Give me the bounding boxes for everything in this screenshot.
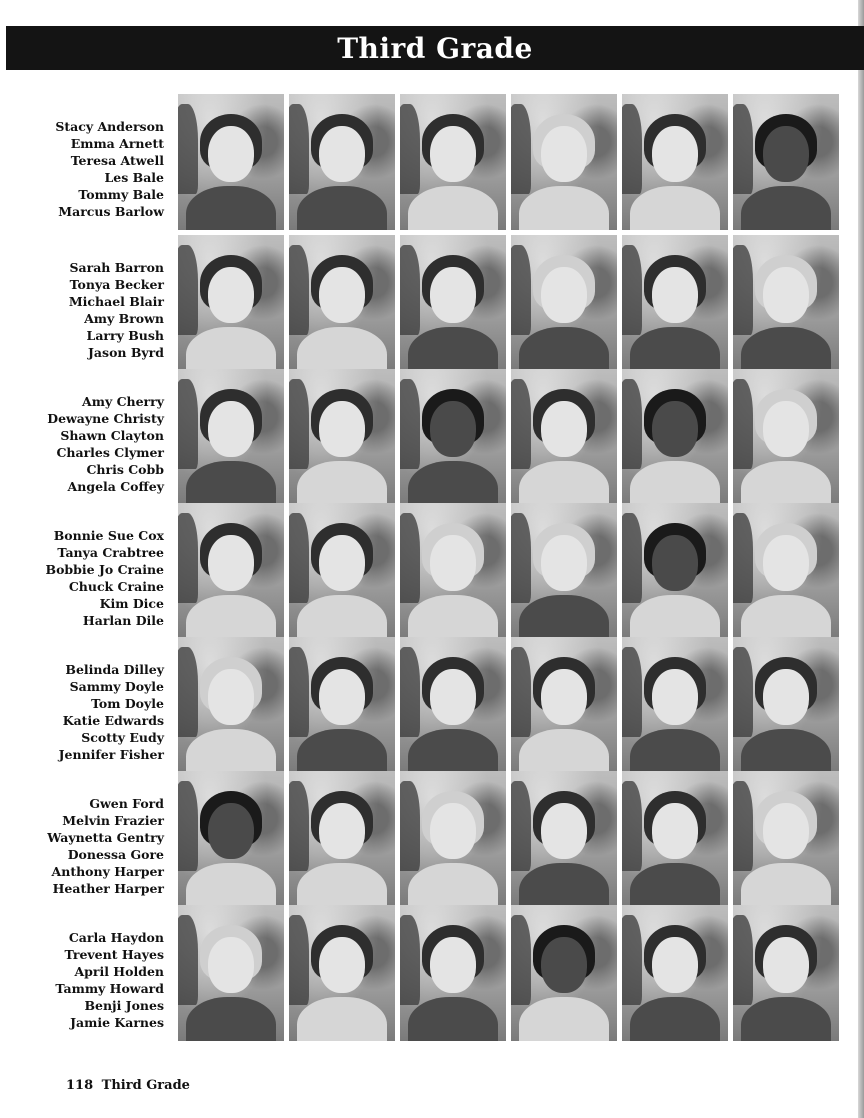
- student-portrait: [622, 771, 728, 907]
- student-portrait: [400, 503, 506, 639]
- student-name: Waynetta Gentry: [47, 830, 164, 845]
- student-name: Donessa Gore: [67, 847, 164, 862]
- student-portrait: [733, 637, 839, 773]
- class-row: [0, 503, 864, 643]
- student-portrait: [178, 235, 284, 371]
- student-name: April Holden: [74, 964, 164, 979]
- student-portrait: [511, 503, 617, 639]
- student-name: Benji Jones: [84, 998, 164, 1013]
- student-name: Amy Brown: [84, 311, 164, 326]
- class-row: [0, 905, 864, 1045]
- student-portrait: [400, 637, 506, 773]
- student-portrait: [511, 905, 617, 1041]
- student-name: Bonnie Sue Cox: [53, 528, 164, 543]
- student-portrait: [289, 637, 395, 773]
- student-portrait: [178, 94, 284, 230]
- student-portrait: [511, 94, 617, 230]
- student-portrait: [400, 905, 506, 1041]
- student-portrait: [622, 905, 728, 1041]
- student-name: Kim Dice: [99, 596, 164, 611]
- student-name: Katie Edwards: [62, 713, 164, 728]
- student-name: Tonya Becker: [69, 277, 164, 292]
- student-name: Teresa Atwell: [70, 153, 164, 168]
- page-title: Third Grade: [337, 31, 533, 65]
- student-portrait: [178, 369, 284, 505]
- class-row: [0, 771, 864, 911]
- student-name: Chuck Craine: [68, 579, 164, 594]
- student-portrait: [400, 94, 506, 230]
- student-name: Belinda Dilley: [65, 662, 164, 677]
- student-portrait: [289, 235, 395, 371]
- student-name: Emma Arnett: [70, 136, 164, 151]
- student-name: Tammy Howard: [55, 981, 164, 996]
- student-portrait: [289, 503, 395, 639]
- class-row: [0, 637, 864, 777]
- student-name: Sarah Barron: [69, 260, 164, 275]
- name-list: [20, 929, 164, 1031]
- student-name: Harlan Dile: [82, 613, 164, 628]
- student-portrait: [289, 369, 395, 505]
- student-portrait: [622, 235, 728, 371]
- student-name: Charles Clymer: [56, 445, 164, 460]
- class-row: [0, 235, 864, 375]
- student-name: Stacy Anderson: [55, 119, 164, 134]
- student-name: Shawn Clayton: [60, 428, 164, 443]
- student-name: Scotty Eudy: [81, 730, 164, 745]
- student-name: Bobbie Jo Craine: [45, 562, 164, 577]
- student-name: Carla Haydon: [68, 930, 164, 945]
- student-portrait: [400, 369, 506, 505]
- student-portrait: [511, 235, 617, 371]
- name-list: [20, 118, 164, 220]
- student-portrait: [289, 905, 395, 1041]
- student-portrait: [511, 771, 617, 907]
- student-portrait: [622, 94, 728, 230]
- student-name: Heather Harper: [52, 881, 164, 896]
- student-name: Michael Blair: [68, 294, 164, 309]
- student-portrait: [733, 905, 839, 1041]
- student-portrait: [289, 771, 395, 907]
- name-list: [20, 393, 164, 495]
- student-portrait: [400, 771, 506, 907]
- student-portrait: [400, 235, 506, 371]
- student-portrait: [622, 369, 728, 505]
- name-list: [20, 795, 164, 897]
- student-name: Marcus Barlow: [58, 204, 164, 219]
- name-list: [20, 259, 164, 361]
- student-portrait: [733, 771, 839, 907]
- student-portrait: [622, 503, 728, 639]
- student-portrait: [511, 637, 617, 773]
- student-portrait: [733, 503, 839, 639]
- student-portrait: [733, 94, 839, 230]
- student-portrait: [733, 369, 839, 505]
- name-list: [20, 661, 164, 763]
- student-name: Tommy Bale: [78, 187, 164, 202]
- class-row: [0, 369, 864, 509]
- class-row: [0, 94, 864, 234]
- student-name: Jason Byrd: [88, 345, 164, 360]
- student-portrait: [178, 771, 284, 907]
- student-portrait: [178, 637, 284, 773]
- student-name: Melvin Frazier: [62, 813, 164, 828]
- student-portrait: [178, 905, 284, 1041]
- student-name: Dewayne Christy: [47, 411, 164, 426]
- footer-section-title: Third Grade: [101, 1078, 190, 1093]
- student-name: Trevent Hayes: [64, 947, 164, 962]
- student-name: Gwen Ford: [89, 796, 164, 811]
- student-name: Les Bale: [104, 170, 164, 185]
- student-portrait: [511, 369, 617, 505]
- student-name: Anthony Harper: [51, 864, 164, 879]
- student-name: Amy Cherry: [82, 394, 164, 409]
- student-portrait: [733, 235, 839, 371]
- student-name: Jennifer Fisher: [58, 747, 164, 762]
- student-name: Tom Doyle: [91, 696, 164, 711]
- student-name: Chris Cobb: [86, 462, 164, 477]
- student-name: Sammy Doyle: [69, 679, 164, 694]
- student-portrait: [622, 637, 728, 773]
- section-banner: [6, 26, 864, 70]
- name-list: [20, 527, 164, 629]
- student-portrait: [289, 94, 395, 230]
- page-footer: [66, 1078, 194, 1093]
- student-portrait: [178, 503, 284, 639]
- student-name: Larry Bush: [86, 328, 164, 343]
- student-name: Tanya Crabtree: [57, 545, 164, 560]
- student-name: Angela Coffey: [67, 479, 164, 494]
- student-name: Jamie Karnes: [70, 1015, 164, 1030]
- page-number: 118: [66, 1078, 94, 1093]
